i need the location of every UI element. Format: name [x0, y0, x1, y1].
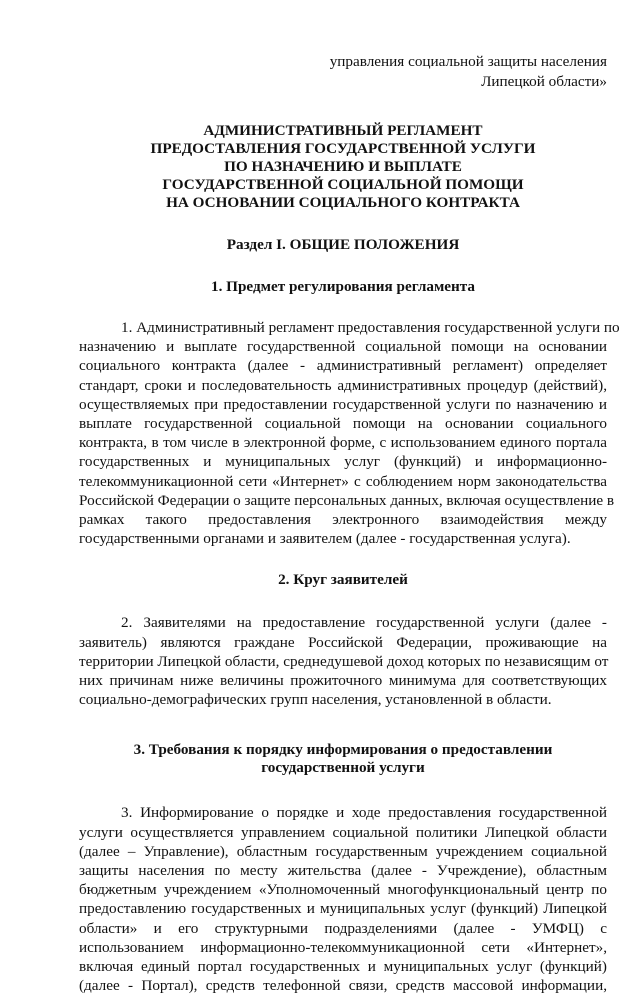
- paragraph-line: использованием информационно-телекоммуникационной сети «Интернет»,: [79, 938, 607, 956]
- paragraph-line: государственными органами и заявителем (далее - государственная услуга).: [79, 530, 571, 548]
- subsection-heading: [79, 278, 607, 296]
- paragraph-line: 1. Административный регламент предоставления государственной услуги по: [121, 319, 620, 336]
- document-title-line: НА ОСНОВАНИИ СОЦИАЛЬНОГО КОНТРАКТА: [166, 194, 520, 211]
- paragraph-line: защиты населения по месту жительства (далее - Учреждение), областным: [79, 862, 607, 880]
- paragraph-line: выплате государственной социальной помощи на основании социального: [79, 415, 607, 433]
- paragraph-line: осуществляемых при предоставлении государственной услуги по назначению и: [79, 395, 607, 413]
- paragraph-line: них причинам ниже величины прожиточного минимума для соответствующих: [79, 672, 607, 690]
- approval-header-line-1: управления социальной защиты населения: [329, 53, 607, 70]
- paragraph-line: области» и его структурными подразделениями (далее - УМФЦ) с: [79, 919, 607, 937]
- document-title: [79, 122, 607, 212]
- paragraph-line: Российской Федерации о защите персональных данных, включая осуществление в: [79, 491, 615, 509]
- paragraph: [79, 803, 607, 995]
- document-title-line: ПРЕДОСТАВЛЕНИЯ ГОСУДАРСТВЕННОЙ УСЛУГИ: [150, 140, 536, 157]
- paragraph-line: 3. Информирование о порядке и ходе предоставления государственной: [121, 804, 607, 822]
- paragraph-line: контракта, в том числе в электронной форме, с использованием единого портала: [79, 434, 607, 452]
- subsection-heading-line: 3. Требования к порядку информирования о предоставлении: [133, 741, 553, 759]
- paragraph-line: социального контракта (далее - административный регламент) определяет: [79, 357, 607, 375]
- paragraph-line: государственных и муниципальных услуг (функций) и информационно-: [79, 453, 607, 471]
- subsection-heading-line: 1. Предмет регулирования регламента: [210, 278, 476, 295]
- paragraph-line: заявитель) являются граждане Российской Федерации, проживающие на: [79, 633, 607, 651]
- subsection-heading: [79, 571, 607, 589]
- document-title-line: ПО НАЗНАЧЕНИЮ И ВЫПЛАТЕ: [224, 158, 462, 175]
- paragraph: [79, 318, 620, 548]
- paragraph: [79, 613, 607, 709]
- paragraph-line: социально-демографических групп населения, установленной в области.: [79, 691, 552, 709]
- document-title-line: АДМИНИСТРАТИВНЫЙ РЕГЛАМЕНТ: [203, 122, 483, 139]
- paragraph-line: телекоммуникационной сети «Интернет» с соблюдением норм законодательства: [79, 472, 607, 490]
- paragraph-line: бюджетным учреждением «Уполномоченный многофункциональный центр по: [79, 881, 607, 899]
- paragraph-line: территории Липецкой области, среднедушевой доход которых по независящим от: [79, 652, 609, 670]
- subsection-heading-line: государственной услуги: [261, 759, 425, 777]
- paragraph-line: услуги осуществляется управлением социальной политики Липецкой области: [79, 823, 607, 841]
- paragraph-line: назначению и выплате государственной социальной помощи на основании: [79, 338, 607, 356]
- section-heading: Раздел I. ОБЩИЕ ПОЛОЖЕНИЯ: [226, 236, 460, 253]
- document-title-line: ГОСУДАРСТВЕННОЙ СОЦИАЛЬНОЙ ПОМОЩИ: [162, 176, 524, 193]
- paragraph-line: стандарт, сроки и последовательность административных процедур (действий),: [79, 376, 607, 394]
- paragraph-line: предоставлению государственных и муниципальных услуг (функций) Липецкой: [79, 900, 607, 918]
- paragraph-line: включая единый портал государственных и муниципальных услуг (функций): [79, 958, 607, 976]
- paragraph-line: рамках такого предоставления электронного взаимодействия между: [79, 511, 607, 529]
- paragraph-line: (далее - Портал), средств телефонной связи, средств массовой информации,: [79, 977, 607, 995]
- approval-header: [79, 52, 607, 92]
- subsection-heading: [79, 741, 607, 777]
- paragraph-line: 2. Заявителями на предоставление государственной услуги (далее -: [121, 614, 607, 632]
- paragraph-line: (далее – Управление), областным государственным учреждением социальной: [79, 842, 607, 860]
- subsection-heading-line: 2. Круг заявителей: [278, 571, 408, 589]
- approval-header-line-2: Липецкой области»: [481, 73, 607, 90]
